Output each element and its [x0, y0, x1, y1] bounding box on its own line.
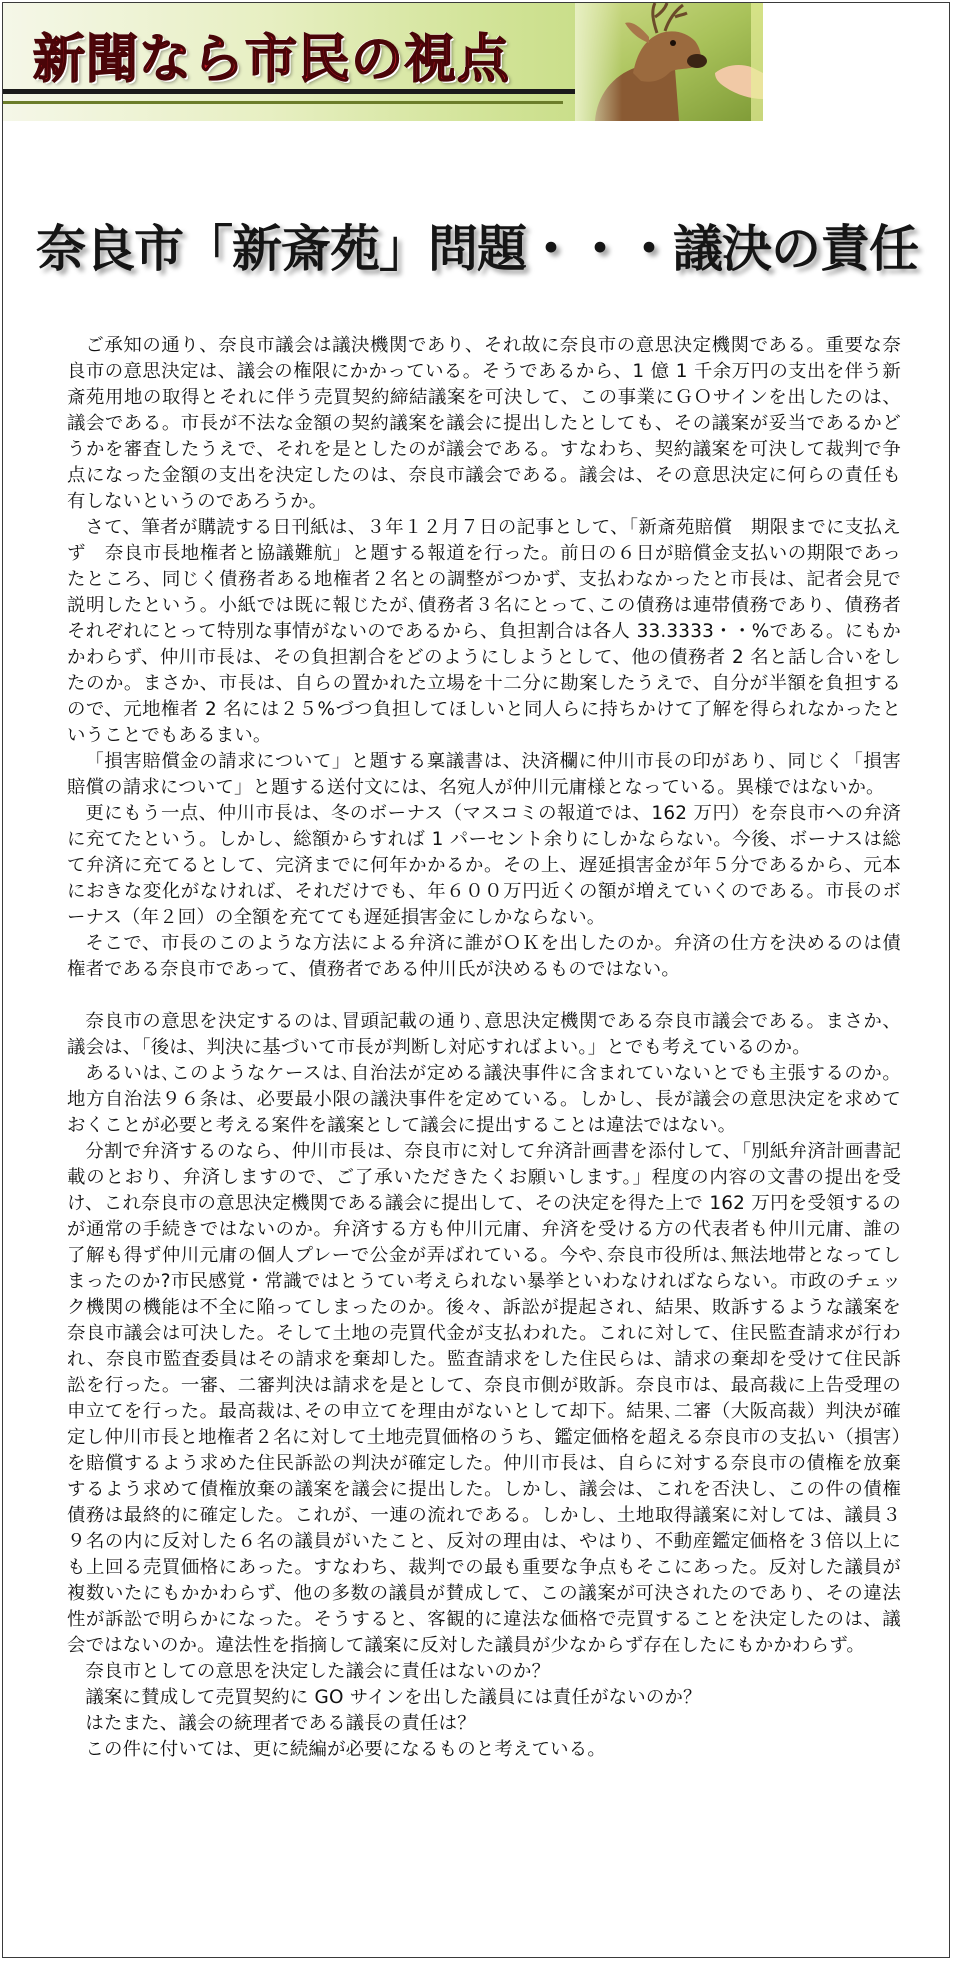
paragraph: ご承知の通り、奈良市議会は議決機関であり、それ故に奈良市の意思決定機関である。重要な奈良市の意思決定は、議会の権限にかかっている。そうであるから、1 億 1 千余万円の支出を伴う新斎苑用地の取得とそれに伴う売買契約締結議案を可決して、この事業にＧＯサインを出したのは、議会である。市長が不法な金額の契約議案を議会に提出したとしても、その議案が妥当であるかどうかを審査したうえで、それを是としたのが議会である。すなわち、契約議案を可決して裁判で争点になった金額の支出を決定したのは、奈良市議会である。議会は、その意思決定に何らの責任も有しないというのであろうか。: [67, 335, 901, 512]
paragraph: 「損害賠償金の請求について」と題する稟議書は、決済欄に仲川市長の印があり、同じく「損害賠償の請求について」と題する送付文には、名宛人が仲川元庸様となっている。異様ではないか。: [67, 751, 901, 798]
paragraph: 議案に賛成して売買契約に GO サインを出した議員には責任がないのか？: [85, 1687, 702, 1708]
paragraph: 更にもう一点、仲川市長は、冬のボーナス（マスコミの報道では、162 万円）を奈良市への弁済に充てたという。しかし、総額からすれば 1 パーセント余りにしかならない。今後、ボーナスは総て弁済に充てるとして、完済までに何年かかるか。その上、遅延損害金が年５分であるから、元本におきな変化がなければ、それだけでも、年６００万円近くの額が増えていくのである。市長のボーナス（年２回）の全額を充てても遅延損害金にしかならない。: [67, 803, 901, 928]
paragraph: さて、筆者が購読する日刊紙は、３年１２月７日の記事として、「新斎苑賠償 期限までに支払えず 奈良市長地権者と協議難航」と題する報道を行った。前日の６日が賠償金支払いの期限であったところ、同じく債務者ある地権者２名との調整がつかず、支払わなかったと市長は、記者会見で説明したという。小紙では既に報じたが､債務者３名にとって､この債務は連帯債務であり、債務者それぞれにとって特別な事情がないのであるから、負担割合は各人 33.3333・・%である。にもかかわらず、仲川市長は、その負担割合をどのようにしようとして、他の債務者 2 名と話し合いをしたのか。まさか、市長は、自らの置かれた立場を十二分に勘案したうえで、自分が半額を負担するので、元地権者 2 名には２５%づつ負担してほしいと同人らに持ちかけて了解を得られなかったということでもあるまい。: [67, 517, 901, 746]
article-body: [67, 333, 901, 1763]
paragraph: あるいは､このようなケースは､自治法が定める議決事件に含まれていないとでも主張するのか。地方自治法９６条は、必要最小限の議決事件を定めている。しかし、長が議会の意思決定を求めておくことが必要と考える案件を議案として議会に提出することは違法ではない。: [67, 1063, 901, 1136]
page-title: 奈良市「新斎苑」問題・・・議決の責任: [36, 220, 918, 278]
paragraph: この件に付いては、更に続編が必要になるものと考えている。: [85, 1739, 606, 1760]
paragraph: 分割で弁済するのなら、仲川市長は、奈良市に対して弁済計画書を添付して、「別紙弁済計画書記載のとおり、弁済しますので、ご了承いただきたくお願いします。」程度の内容の文書の提出を受け、これ奈良市の意思決定機関である議会に提出して、その決定を得た上で 162 万円を受領するのが通常の手続きではないのか。弁済する方も仲川元庸、弁済を受ける方の代表者も仲川元庸、誰の了解も得ず仲川元庸の個人プレーで公金が弄ばれている。今や､奈良市役所は､無法地帯となってしまったのか?市民感覚・常識ではとうてい考えられない暴挙といわなければならない。市政のチェック機関の機能は不全に陥ってしまったのか。後々、訴訟が提起され、結果、敗訴するような議案を奈良市議会は可決した。そして土地の売買代金が支払われた。これに対して、住民監査請求が行われ、奈良市監査委員はその請求を棄却した。監査請求をした住民らは、請求の棄却を受けて住民訴訟を行った。一審、二審判決は請求を是として、奈良市側が敗訴。奈良市は、最高裁に上告受理の申立てを行った。最高裁は､その申立てを理由がないとして却下。結果､二審（大阪高裁）判決が確定し仲川市長と地権者２名に対して土地売買価格のうち、鑑定価格を超える奈良市の支払い（損害）を賠償するよう求めた住民訴訟の判決が確定した。仲川市長は、自らに対する奈良市の債権を放棄するよう求めて債権放棄の議案を議会に提出した。しかし、議会は、これを否決し、この件の債権債務は最終的に確定した。これが、一連の流れである。しかし、土地取得議案に対しては、議員３９名の内に反対した６名の議員がいたこと、反対の理由は、やはり、不動産鑑定価格を３倍以上にも上回る売買価格にあった。すなわち、裁判での最も重要な争点もそこにあった。反対した議員が複数いたにもかかわらず、他の多数の議員が賛成して、この議案が可決されたのであり、その違法性が訴訟で明らかになった。そうすると、客観的に違法な価格で売買することを決定したのは、議会ではないのか。違法性を指摘して議案に反対した議員が少なからず存在したにもかかわらず。: [67, 1141, 901, 1656]
banner-stripe-thin: [3, 101, 563, 104]
banner: [3, 3, 763, 121]
banner-title: 新聞なら市民の視点: [33, 30, 511, 90]
paragraph: はたまた、議会の統理者である議長の責任は？: [85, 1713, 476, 1734]
paragraph: 奈良市としての意思を決定した議会に責任はないのか？: [85, 1661, 551, 1682]
deer-photo-icon: [575, 3, 763, 121]
page-frame: [2, 2, 950, 1958]
paragraph: そこで、市長のこのような方法による弁済に誰がＯＫを出したのか。弁済の仕方を決めるのは債権者である奈良市であって、債務者である仲川氏が決めるものではない。: [67, 933, 901, 980]
paragraph: 奈良市の意思を決定するのは､冒頭記載の通り､意思決定機関である奈良市議会である。まさか、議会は、「後は、判決に基づいて市長が判断し対応すればよい。」とでも考えているのか。: [67, 1011, 901, 1058]
